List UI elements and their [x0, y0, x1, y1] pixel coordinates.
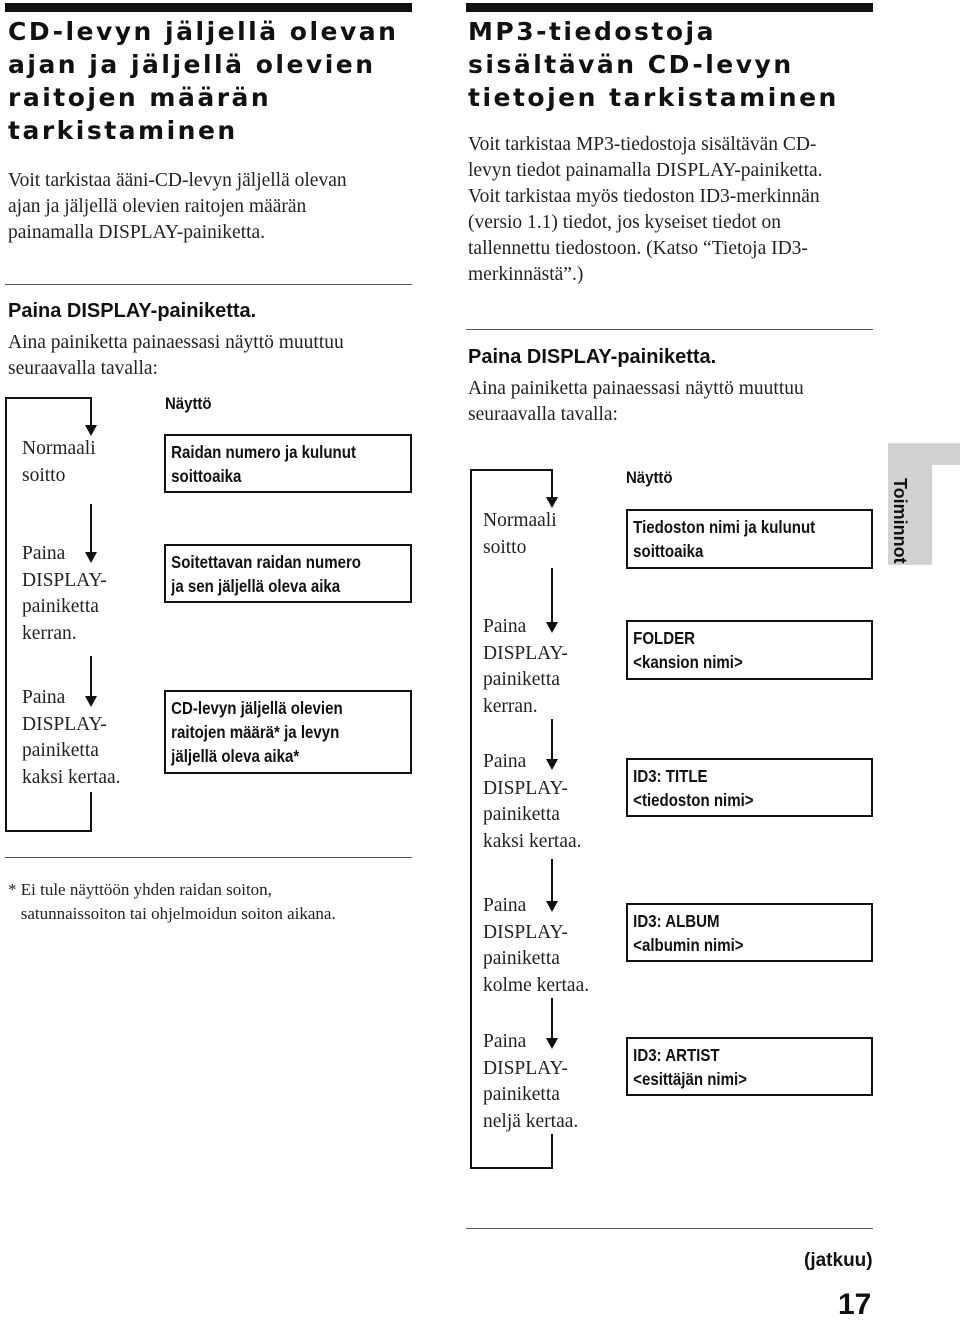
loop-line	[551, 1134, 553, 1169]
left-display-text: Soitettavan raidan numero ja sen jäljellä oleva aika	[171, 552, 362, 596]
loop-line	[90, 792, 92, 832]
down-arrow-icon	[85, 425, 97, 436]
right-display-box	[626, 903, 873, 962]
right-display-text: FOLDER <kansion nimi>	[633, 628, 743, 672]
right-display-box	[626, 620, 873, 680]
right-flow-action: Paina DISPLAY- painiketta kolme kertaa.	[483, 895, 590, 996]
left-display-header: Näyttö	[165, 394, 212, 413]
right-display-text: ID3: TITLE <tiedoston nimi>	[633, 766, 754, 810]
right-title-bar	[466, 3, 873, 12]
side-tab-strip	[888, 443, 960, 465]
right-display-box	[626, 509, 873, 569]
right-display-text: Tiedoston nimi ja kulunut soittoaika	[633, 517, 816, 561]
down-arrow-icon	[546, 497, 558, 508]
loop-line	[5, 397, 91, 399]
loop-line	[470, 1167, 553, 1169]
right-step-heading: Paina DISPLAY-painiketta.	[468, 346, 717, 368]
left-display-box	[164, 434, 412, 493]
footer-divider	[466, 1228, 873, 1229]
page-number: 17	[838, 1288, 872, 1321]
right-flow-action: Paina DISPLAY- painiketta kaksi kertaa.	[483, 751, 582, 852]
loop-line	[5, 830, 92, 832]
right-display-text: ID3: ALBUM <albumin nimi>	[633, 911, 744, 955]
loop-line	[470, 469, 552, 471]
right-divider	[466, 329, 873, 330]
left-display-box	[164, 690, 412, 774]
left-divider	[5, 284, 412, 285]
footnote-divider	[5, 857, 412, 858]
right-step-text: Aina painiketta painaessasi näyttö muuttuu seuraavalla tavalla:	[468, 378, 804, 425]
footnote: * Ei tule näyttöön yhden raidan soiton, satunnaissoiton tai ohjelmoidun soiton aikana.	[8, 880, 336, 923]
right-intro: Voit tarkistaa MP3-tiedostoja sisältävän CD- levyn tiedot painamalla DISPLAY-painiketta. Voit tarkistaa myös tiedoston ID3-merkinnän (versio 1.1) tiedot, jos kyseiset tiedot on tallennettu tiedostoon. (Katso “Tietoja ID3- merkinnästä”.)	[468, 134, 823, 285]
continued-label: (jatkuu)	[804, 1250, 873, 1271]
right-flow-action: Normaali soitto	[483, 510, 557, 558]
right-flow-action: Paina DISPLAY- painiketta neljä kertaa.	[483, 1031, 579, 1132]
left-step-text: Aina painiketta painaessasi näyttö muuttuu seuraavalla tavalla:	[8, 332, 344, 379]
left-flow-action: Paina DISPLAY- painiketta kaksi kertaa.	[22, 687, 121, 788]
loop-line	[5, 397, 7, 832]
right-display-box	[626, 1037, 873, 1096]
left-display-box	[164, 544, 412, 603]
left-title-bar	[5, 3, 412, 12]
arrow-line	[551, 469, 553, 499]
right-flow-action: Paina DISPLAY- painiketta kerran.	[483, 616, 568, 717]
right-section-title: MP3-tiedostoja sisältävän CD-levyn tietojen tarkistaminen	[468, 17, 839, 112]
right-display-box	[626, 758, 873, 817]
left-intro: Voit tarkistaa ääni-CD-levyn jäljellä olevan ajan ja jäljellä olevien raitojen määrän painamalla DISPLAY-painiketta.	[8, 170, 347, 243]
right-display-header: Näyttö	[626, 468, 673, 487]
left-step-heading: Paina DISPLAY-painiketta.	[8, 300, 257, 322]
left-flow-action: Normaali soitto	[22, 438, 96, 486]
left-flow-action: Paina DISPLAY- painiketta kerran.	[22, 543, 107, 644]
left-section-title: CD-levyn jäljellä olevan ajan ja jäljellä olevien raitojen määrän tarkistaminen	[8, 17, 399, 145]
left-display-text: CD-levyn jäljellä olevien raitojen määrä* ja levyn jäljellä oleva aika*	[171, 698, 343, 766]
side-tab-label: Toiminnot	[890, 478, 910, 564]
left-display-text: Raidan numero ja kulunut soittoaika	[171, 442, 356, 486]
arrow-line	[90, 397, 92, 427]
loop-line	[470, 469, 472, 1169]
right-display-text: ID3: ARTIST <esittäjän nimi>	[633, 1045, 747, 1089]
